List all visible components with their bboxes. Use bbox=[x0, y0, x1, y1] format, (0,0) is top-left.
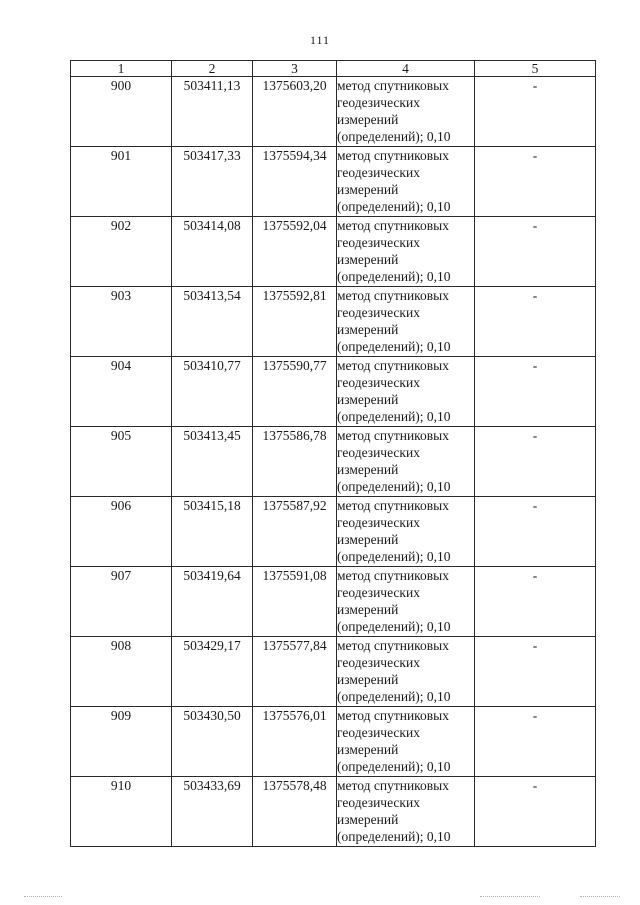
method-text-line: геодезических bbox=[337, 305, 420, 320]
table-row bbox=[71, 567, 596, 637]
method-cell bbox=[337, 287, 475, 357]
method-text-line: метод спутниковых bbox=[337, 778, 449, 793]
method-text-line: геодезических bbox=[337, 375, 420, 390]
method-text-line: измерений bbox=[337, 532, 399, 547]
method-text-line: измерений bbox=[337, 322, 399, 337]
column-header-5: 5 bbox=[475, 61, 596, 77]
method-cell bbox=[337, 357, 475, 427]
method-text-line: метод спутниковых bbox=[337, 498, 449, 513]
coordinate-y-cell: 1375591,08 bbox=[253, 567, 337, 637]
method-text-line: геодезических bbox=[337, 95, 420, 110]
method-text-line: геодезических bbox=[337, 165, 420, 180]
method-text-line: геодезических bbox=[337, 585, 420, 600]
point-number-cell: 907 bbox=[71, 567, 172, 637]
method-text-line: (определений); 0,10 bbox=[337, 689, 451, 704]
coordinate-x-cell: 503417,33 bbox=[172, 147, 253, 217]
coordinate-y-cell: 1375577,84 bbox=[253, 637, 337, 707]
point-number-cell: 906 bbox=[71, 497, 172, 567]
method-text-line: геодезических bbox=[337, 725, 420, 740]
column-header-4: 4 bbox=[337, 61, 475, 77]
method-text-line: метод спутниковых bbox=[337, 218, 449, 233]
method-text-line: метод спутниковых bbox=[337, 78, 449, 93]
coordinate-x-cell: 503411,13 bbox=[172, 77, 253, 147]
point-number-cell: 909 bbox=[71, 707, 172, 777]
method-text-line: метод спутниковых bbox=[337, 358, 449, 373]
method-cell bbox=[337, 427, 475, 497]
coordinate-y-cell: 1375594,34 bbox=[253, 147, 337, 217]
method-text-line: (определений); 0,10 bbox=[337, 619, 451, 634]
coordinate-y-cell: 1375586,78 bbox=[253, 427, 337, 497]
coordinate-x-cell: 503430,50 bbox=[172, 707, 253, 777]
method-text-line: измерений bbox=[337, 812, 399, 827]
method-text-line: измерений bbox=[337, 602, 399, 617]
method-text-line: метод спутниковых bbox=[337, 708, 449, 723]
method-text-line: измерений bbox=[337, 392, 399, 407]
coordinate-y-cell: 1375592,81 bbox=[253, 287, 337, 357]
method-cell bbox=[337, 567, 475, 637]
method-cell bbox=[337, 77, 475, 147]
method-text-line: геодезических bbox=[337, 235, 420, 250]
coordinate-x-cell: 503413,45 bbox=[172, 427, 253, 497]
table-row bbox=[71, 357, 596, 427]
coordinate-x-cell: 503419,64 bbox=[172, 567, 253, 637]
point-number-cell: 900 bbox=[71, 77, 172, 147]
method-text-line: (определений); 0,10 bbox=[337, 409, 451, 424]
point-number-cell: 901 bbox=[71, 147, 172, 217]
method-cell bbox=[337, 637, 475, 707]
note-cell: - bbox=[475, 287, 596, 357]
note-cell: - bbox=[475, 777, 596, 847]
column-header-2: 2 bbox=[172, 61, 253, 77]
table-row bbox=[71, 777, 596, 847]
method-text-line: метод спутниковых bbox=[337, 428, 449, 443]
method-text-line: (определений); 0,10 bbox=[337, 549, 451, 564]
method-text-line: (определений); 0,10 bbox=[337, 269, 451, 284]
page-number: 111 bbox=[309, 33, 331, 47]
point-number-cell: 903 bbox=[71, 287, 172, 357]
coordinate-y-cell: 1375592,04 bbox=[253, 217, 337, 287]
table-row bbox=[71, 707, 596, 777]
note-cell: - bbox=[475, 427, 596, 497]
method-text-line: (определений); 0,10 bbox=[337, 479, 451, 494]
note-cell: - bbox=[475, 357, 596, 427]
coordinate-x-cell: 503433,69 bbox=[172, 777, 253, 847]
note-cell: - bbox=[475, 707, 596, 777]
coordinate-y-cell: 1375578,48 bbox=[253, 777, 337, 847]
point-number-cell: 910 bbox=[71, 777, 172, 847]
table-row bbox=[71, 427, 596, 497]
note-cell: - bbox=[475, 567, 596, 637]
table-row bbox=[71, 637, 596, 707]
point-number-cell: 908 bbox=[71, 637, 172, 707]
coordinates-table bbox=[70, 60, 596, 847]
method-text-line: геодезических bbox=[337, 655, 420, 670]
method-text-line: (определений); 0,10 bbox=[337, 199, 451, 214]
method-text-line: метод спутниковых bbox=[337, 288, 449, 303]
coordinate-y-cell: 1375576,01 bbox=[253, 707, 337, 777]
note-cell: - bbox=[475, 217, 596, 287]
note-cell: - bbox=[475, 147, 596, 217]
column-header-3: 3 bbox=[253, 61, 337, 77]
coordinate-x-cell: 503410,77 bbox=[172, 357, 253, 427]
method-cell bbox=[337, 147, 475, 217]
coordinate-x-cell: 503429,17 bbox=[172, 637, 253, 707]
method-text-line: метод спутниковых bbox=[337, 568, 449, 583]
method-text-line: (определений); 0,10 bbox=[337, 339, 451, 354]
note-cell: - bbox=[475, 637, 596, 707]
method-text-line: метод спутниковых bbox=[337, 148, 449, 163]
method-text-line: (определений); 0,10 bbox=[337, 129, 451, 144]
method-text-line: измерений bbox=[337, 112, 399, 127]
point-number-cell: 902 bbox=[71, 217, 172, 287]
method-cell bbox=[337, 707, 475, 777]
table-body bbox=[71, 77, 596, 847]
note-cell: - bbox=[475, 497, 596, 567]
table-row bbox=[71, 147, 596, 217]
coordinate-y-cell: 1375587,92 bbox=[253, 497, 337, 567]
method-cell bbox=[337, 497, 475, 567]
method-text-line: (определений); 0,10 bbox=[337, 829, 451, 844]
method-text-line: измерений bbox=[337, 182, 399, 197]
method-text-line: измерений bbox=[337, 252, 399, 267]
table-row bbox=[71, 497, 596, 567]
coordinate-y-cell: 1375603,20 bbox=[253, 77, 337, 147]
coordinate-x-cell: 503413,54 bbox=[172, 287, 253, 357]
method-text-line: измерений bbox=[337, 672, 399, 687]
method-text-line: (определений); 0,10 bbox=[337, 759, 451, 774]
table-header-row bbox=[71, 61, 596, 77]
method-text-line: измерений bbox=[337, 742, 399, 757]
coordinate-x-cell: 503414,08 bbox=[172, 217, 253, 287]
table-row bbox=[71, 77, 596, 147]
method-text-line: измерений bbox=[337, 462, 399, 477]
method-cell bbox=[337, 217, 475, 287]
table-row bbox=[71, 217, 596, 287]
table-row bbox=[71, 287, 596, 357]
method-text-line: геодезических bbox=[337, 795, 420, 810]
note-cell: - bbox=[475, 77, 596, 147]
point-number-cell: 904 bbox=[71, 357, 172, 427]
point-number-cell: 905 bbox=[71, 427, 172, 497]
scan-edge-marks bbox=[0, 896, 640, 904]
method-text-line: геодезических bbox=[337, 445, 420, 460]
coordinate-y-cell: 1375590,77 bbox=[253, 357, 337, 427]
coordinate-x-cell: 503415,18 bbox=[172, 497, 253, 567]
method-text-line: метод спутниковых bbox=[337, 638, 449, 653]
column-header-1: 1 bbox=[71, 61, 172, 77]
method-text-line: геодезических bbox=[337, 515, 420, 530]
method-cell bbox=[337, 777, 475, 847]
